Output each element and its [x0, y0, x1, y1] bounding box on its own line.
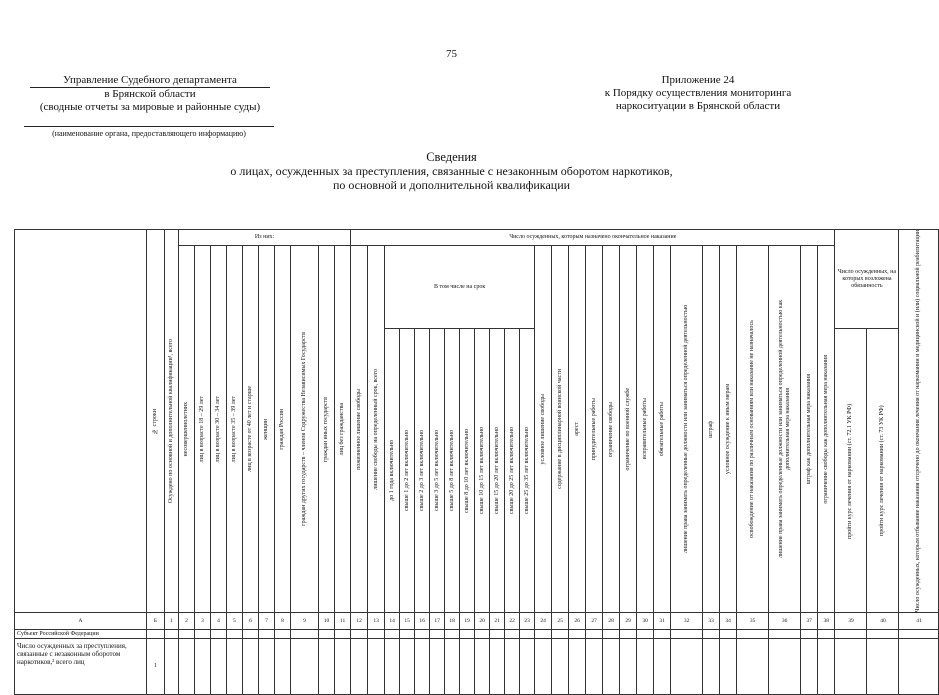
- table-cell[interactable]: [505, 630, 520, 639]
- column-number: 17: [430, 613, 445, 630]
- column-number: 15: [400, 613, 415, 630]
- page-number: 75: [446, 48, 457, 60]
- table-cell[interactable]: [835, 639, 867, 695]
- document-title: [0, 150, 903, 192]
- table-cell[interactable]: [535, 639, 552, 695]
- header-term-1: свыше 1 до 2 лет включительно: [400, 329, 415, 613]
- column-number: 32: [671, 613, 703, 630]
- header-term-5: свыше 8 до 10 лет включительно: [460, 329, 475, 613]
- table-cell[interactable]: [291, 639, 319, 695]
- column-number: 23: [520, 613, 535, 630]
- table-cell[interactable]: [243, 639, 259, 695]
- table-cell[interactable]: [654, 630, 671, 639]
- table-cell[interactable]: [368, 639, 385, 695]
- header-term-4: свыше 5 до 8 лет включительно: [445, 329, 460, 613]
- column-number: 31: [654, 613, 671, 630]
- column-number: 40: [867, 613, 899, 630]
- header-age-35-39: лиц в возрасте 35 – 39 лет: [227, 246, 243, 613]
- header-721: пройти курс лечения от наркомании (ст. 72.1 УК РФ): [835, 329, 867, 613]
- column-number: 39: [835, 613, 867, 630]
- table-cell[interactable]: [552, 630, 569, 639]
- table-cell[interactable]: [535, 630, 552, 639]
- header-term-9: свыше 25 до 35 лет включительно: [520, 329, 535, 613]
- table-cell[interactable]: [520, 639, 535, 695]
- table-cell[interactable]: [415, 639, 430, 695]
- header-deferral: Число осужденных, которым отбывание наказания отсрочено до окончания лечения от наркомании и медицинской и (или) социальной реабилитации: [899, 230, 939, 613]
- header-term-2: свыше 2 до 3 лет включительно: [415, 329, 430, 613]
- org-line-2: в Брянской области: [104, 88, 196, 100]
- header-forced: принудительные работы: [586, 246, 603, 613]
- table-cell[interactable]: [275, 630, 291, 639]
- table-cell[interactable]: [490, 630, 505, 639]
- table-cell[interactable]: [165, 630, 179, 639]
- table-cell[interactable]: [385, 630, 400, 639]
- column-number: 14: [385, 613, 400, 630]
- org-note: (наименование органа, предоставляющего информацию): [24, 126, 274, 138]
- annex-line-3: наркоситуации в Брянской области: [615, 100, 781, 112]
- table-cell[interactable]: [335, 630, 351, 639]
- table-cell[interactable]: [552, 639, 569, 695]
- table-cell[interactable]: [179, 639, 195, 695]
- table-cell[interactable]: [179, 630, 195, 639]
- header-add-depriv: лишение права занимать определенные должности или заниматься определенной деятельностью как дополнительная мера наказания: [769, 246, 801, 613]
- header-of-them: Из них:: [179, 230, 351, 246]
- column-number: 25: [552, 613, 569, 630]
- column-number: 28: [603, 613, 620, 630]
- table-cell[interactable]: [165, 639, 179, 695]
- table-cell[interactable]: [445, 630, 460, 639]
- header-citizens-ru: граждан России: [275, 246, 291, 613]
- table-cell[interactable]: [720, 639, 737, 695]
- table-cell[interactable]: [703, 639, 720, 695]
- table-cell[interactable]: [259, 639, 275, 695]
- table-cell[interactable]: [569, 639, 586, 695]
- header-cond-other: условное осуждение к иным мерам: [720, 246, 737, 613]
- table-cell[interactable]: [899, 630, 939, 639]
- header-foreign: граждан иных государств: [319, 246, 335, 613]
- column-number: 6: [243, 613, 259, 630]
- table-cell[interactable]: [867, 630, 899, 639]
- column-number: 35: [737, 613, 769, 630]
- header-depriv: лишение права занимать определенные должности или заниматься определенной деятельностью: [671, 246, 703, 613]
- table-cell[interactable]: [400, 639, 415, 695]
- header-convicted: Осуждено по основной и дополнительной квалификации¹, всего: [165, 230, 179, 613]
- title-line-1: Сведения: [426, 150, 477, 164]
- table-cell[interactable]: [769, 639, 801, 695]
- report-table: [14, 229, 939, 695]
- header-final-punishment: Число осужденных, которым назначено окончательное наказание: [351, 230, 835, 246]
- table-cell[interactable]: [586, 630, 603, 639]
- column-number: 3: [195, 613, 211, 630]
- header-term-7: свыше 15 до 20 лет включительно: [490, 329, 505, 613]
- org-line-1: Управление Судебного департамента: [30, 74, 270, 88]
- column-number: 1: [165, 613, 179, 630]
- table-cell[interactable]: [385, 639, 400, 695]
- header-add-restr: ограничение свободы как дополнительная мера наказания: [818, 246, 835, 613]
- table-cell[interactable]: [259, 630, 275, 639]
- table-cell[interactable]: [569, 630, 586, 639]
- org-line-3: (сводные отчеты за мировые и районные суды): [39, 101, 261, 113]
- table-cell[interactable]: [147, 630, 165, 639]
- table-cell[interactable]: [430, 639, 445, 695]
- table-cell[interactable]: [637, 639, 654, 695]
- column-number: 13: [368, 613, 385, 630]
- column-number: 22: [505, 613, 520, 630]
- table-cell[interactable]: [291, 630, 319, 639]
- header-blank: [15, 230, 147, 613]
- column-number: 34: [720, 613, 737, 630]
- table-cell[interactable]: [818, 639, 835, 695]
- column-number: 26: [569, 613, 586, 630]
- header-age-40: лиц в возрасте от 40 лет и старше: [243, 246, 259, 613]
- table-cell[interactable]: [703, 630, 720, 639]
- column-number: 4: [211, 613, 227, 630]
- header-73: пройти курс лечения от наркомании (ст. 73 УК РФ): [867, 329, 899, 613]
- header-row-no: № строки: [147, 230, 165, 613]
- table-cell[interactable]: [475, 639, 490, 695]
- column-number: 7: [259, 613, 275, 630]
- table-cell[interactable]: [671, 639, 703, 695]
- table-cell[interactable]: [899, 639, 939, 695]
- table-cell[interactable]: [475, 630, 490, 639]
- column-number: 33: [703, 613, 720, 630]
- organization-block: [30, 74, 270, 114]
- column-number: 21: [490, 613, 505, 630]
- table-cell[interactable]: [505, 639, 520, 695]
- column-number-row: [15, 613, 939, 630]
- table-cell[interactable]: [637, 630, 654, 639]
- table-cell[interactable]: [400, 630, 415, 639]
- header-arrest: арест: [569, 246, 586, 613]
- table-cell[interactable]: [801, 630, 818, 639]
- column-number: 10: [319, 613, 335, 630]
- header-term-8: свыше 20 до 25 лет включительно: [505, 329, 520, 613]
- table-cell[interactable]: [520, 630, 535, 639]
- column-number: 8: [275, 613, 291, 630]
- table-cell[interactable]: [671, 630, 703, 639]
- title-line-3: по основной и дополнительной квалификации: [332, 178, 571, 192]
- column-number: 12: [351, 613, 368, 630]
- table-row: [15, 639, 939, 695]
- table-cell[interactable]: [720, 630, 737, 639]
- header-women: женщин: [259, 246, 275, 613]
- table-cell[interactable]: [319, 639, 335, 695]
- table-cell[interactable]: [867, 639, 899, 695]
- title-line-2: о лицах, осужденных за преступления, связанные с незаконным оборотом наркотиков,: [230, 164, 673, 178]
- header-release: освобождение от наказания по различным основаниям или наказание не назначалось: [737, 246, 769, 613]
- subject-row: [15, 630, 939, 639]
- table-cell[interactable]: [620, 630, 637, 639]
- column-number: 29: [620, 613, 637, 630]
- header-age-30-34: лиц в возрасте 30 – 34 лет: [211, 246, 227, 613]
- column-number: 20: [475, 613, 490, 630]
- annex-line-2: к Порядку осуществления мониторинга: [604, 87, 792, 99]
- table-cell[interactable]: [801, 639, 818, 695]
- column-number: 11: [335, 613, 351, 630]
- header-restr: ограничение свободы: [603, 246, 620, 613]
- row-number: 1: [147, 639, 165, 695]
- header-incl-term: В том числе на срок: [385, 246, 535, 329]
- column-number: 27: [586, 613, 603, 630]
- column-number: А: [15, 613, 147, 630]
- header-minors: несовершеннолетних: [179, 246, 195, 613]
- header-cis: граждан других государств – членов Содружества Независимых Государств: [291, 246, 319, 613]
- column-number: 9: [291, 613, 319, 630]
- table-cell[interactable]: [195, 639, 211, 695]
- header-term: лишение свободы на определенный срок, всего: [368, 246, 385, 613]
- column-number: 19: [460, 613, 475, 630]
- header-age-18-29: лиц в возрасте 18 – 29 лет: [195, 246, 211, 613]
- row-label: Число осужденных за преступления, связанные с незаконным оборотом наркотиков,² всего лиц: [15, 639, 147, 695]
- table-cell[interactable]: [227, 639, 243, 695]
- subject-label: Субъект Российской Федерации: [15, 630, 147, 639]
- header-corr: исправительные работы: [637, 246, 654, 613]
- table-cell[interactable]: [603, 639, 620, 695]
- column-number: 38: [818, 613, 835, 630]
- header-term-6: свыше 10 до 15 лет включительно: [475, 329, 490, 613]
- header-life: пожизненное лишение свободы: [351, 246, 368, 613]
- header-military: ограничение по военной службе: [620, 246, 637, 613]
- column-number: 30: [637, 613, 654, 630]
- column-number: 36: [769, 613, 801, 630]
- column-number: 41: [899, 613, 939, 630]
- table-cell[interactable]: [620, 639, 637, 695]
- table-cell[interactable]: [818, 630, 835, 639]
- table-cell[interactable]: [460, 639, 475, 695]
- table-cell[interactable]: [351, 639, 368, 695]
- table-cell[interactable]: [603, 630, 620, 639]
- table-cell[interactable]: [460, 630, 475, 639]
- table-cell[interactable]: [430, 630, 445, 639]
- table-cell[interactable]: [351, 630, 368, 639]
- table-cell[interactable]: [415, 630, 430, 639]
- table-cell[interactable]: [835, 630, 867, 639]
- header-comp: обязательные работы: [654, 246, 671, 613]
- table-cell[interactable]: [737, 630, 769, 639]
- column-number: 37: [801, 613, 818, 630]
- table-cell[interactable]: [211, 630, 227, 639]
- header-term-3: свыше 3 до 5 лет включительно: [430, 329, 445, 613]
- table-cell[interactable]: [335, 639, 351, 695]
- header-cond: условное лишение свободы: [535, 246, 552, 613]
- table-cell[interactable]: [319, 630, 335, 639]
- column-number: 5: [227, 613, 243, 630]
- table-cell[interactable]: [737, 639, 769, 695]
- annex-line-1: Приложение 24: [661, 74, 735, 86]
- column-number: 16: [415, 613, 430, 630]
- column-number: 2: [179, 613, 195, 630]
- table-cell[interactable]: [769, 630, 801, 639]
- table-cell[interactable]: [243, 630, 259, 639]
- table-cell[interactable]: [490, 639, 505, 695]
- table-cell[interactable]: [275, 639, 291, 695]
- header-fine: штраф: [703, 246, 720, 613]
- header-term-0: до 1 года включительно: [385, 329, 400, 613]
- header-disc: содержание в дисциплинарной воинской части: [552, 246, 569, 613]
- table-cell[interactable]: [195, 630, 211, 639]
- table-cell[interactable]: [445, 639, 460, 695]
- header-obliged: Число осужденных, на которых возложена обязанность: [835, 230, 899, 329]
- table-cell[interactable]: [586, 639, 603, 695]
- header-stateless: лиц без гражданства: [335, 246, 351, 613]
- column-number: Б: [147, 613, 165, 630]
- column-number: 18: [445, 613, 460, 630]
- table-cell[interactable]: [227, 630, 243, 639]
- header-add-fine: штраф как дополнительная мера наказания: [801, 246, 818, 613]
- table-cell[interactable]: [211, 639, 227, 695]
- table-cell[interactable]: [654, 639, 671, 695]
- column-number: 24: [535, 613, 552, 630]
- annex-block: [582, 74, 814, 113]
- table-cell[interactable]: [368, 630, 385, 639]
